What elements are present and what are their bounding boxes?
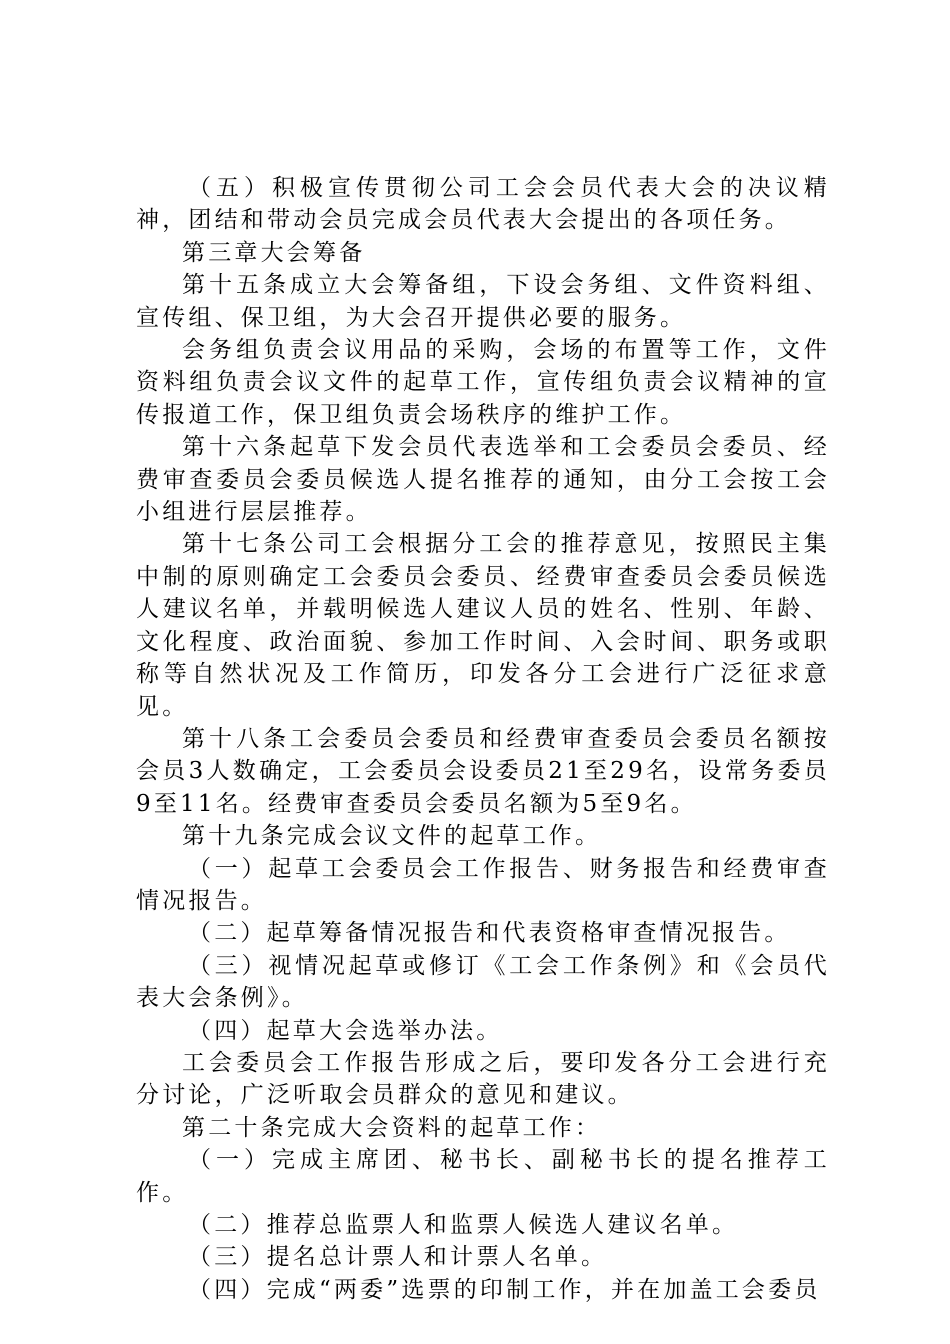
paragraph-5-promote: （五）积极宣传贯彻公司工会会员代表大会的决议精神，团结和带动会员完成会员代表大会提出的各项任务。: [136, 175, 830, 234]
article-17: 第十七条公司工会根据分工会的推荐意见，按照民主集中制的原则确定工会委员会委员、经费审查委员会委员候选人建议名单，并载明候选人建议人员的姓名、性别、年龄、文化程度、政治面貌、参加工作时间、入会时间、职务或职称等自然状况及工作简历，印发各分工会进行广泛征求意见。: [136, 531, 830, 720]
article-19-item-3: （三）视情况起草或修订《工会工作条例》和《会员代表大会条例》。: [136, 952, 830, 1012]
article-20-item-4: （四）完成“两委”选票的印制工作，并在加盖工会委员: [188, 1276, 821, 1303]
article-20-item-3: （三）提名总计票人和计票人名单。: [188, 1244, 608, 1271]
article-20-item-1: （一）完成主席团、秘书长、副秘书长的提名推荐工作。: [136, 1147, 830, 1206]
article-15: 第十五条成立大会筹备组，下设会务组、文件资料组、宣传组、保卫组，为大会召开提供必要的服务。: [136, 272, 830, 331]
article-19-item-4: （四）起草大会选举办法。: [188, 1017, 503, 1044]
article-20: 第二十条完成大会资料的起草工作：: [182, 1114, 602, 1141]
report-discussion: 工会委员会工作报告形成之后，要印发各分工会进行充分讨论，广泛听取会员群众的意见和建议。: [136, 1049, 830, 1109]
article-20-item-2: （二）推荐总监票人和监票人候选人建议名单。: [188, 1212, 739, 1238]
article-18: 第十八条工会委员会委员和经费审查委员会委员名额按会员3人数确定，工会委员会设委员21至29名，设常务委员9至11名。经费审查委员会委员名额为5至9名。: [136, 725, 830, 817]
group-responsibilities: 会务组负责会议用品的采购，会场的布置等工作，文件资料组负责会议文件的起草工作，宣传组负责会议精神的宣传报道工作，保卫组负责会场秩序的维护工作。: [136, 337, 830, 428]
article-16: 第十六条起草下发会员代表选举和工会委员会委员、经费审查委员会委员候选人提名推荐的通知，由分工会按工会小组进行层层推荐。: [136, 434, 830, 526]
article-19: 第十九条完成会议文件的起草工作。: [182, 823, 602, 850]
document-body: [136, 172, 830, 1306]
chapter-3-heading: 第三章大会筹备: [182, 239, 366, 266]
article-19-item-2: （二）起草筹备情况报告和代表资格审查情况报告。: [188, 920, 791, 947]
article-19-item-1: （一）起草工会委员会工作报告、财务报告和经费审查情况报告。: [136, 855, 830, 914]
